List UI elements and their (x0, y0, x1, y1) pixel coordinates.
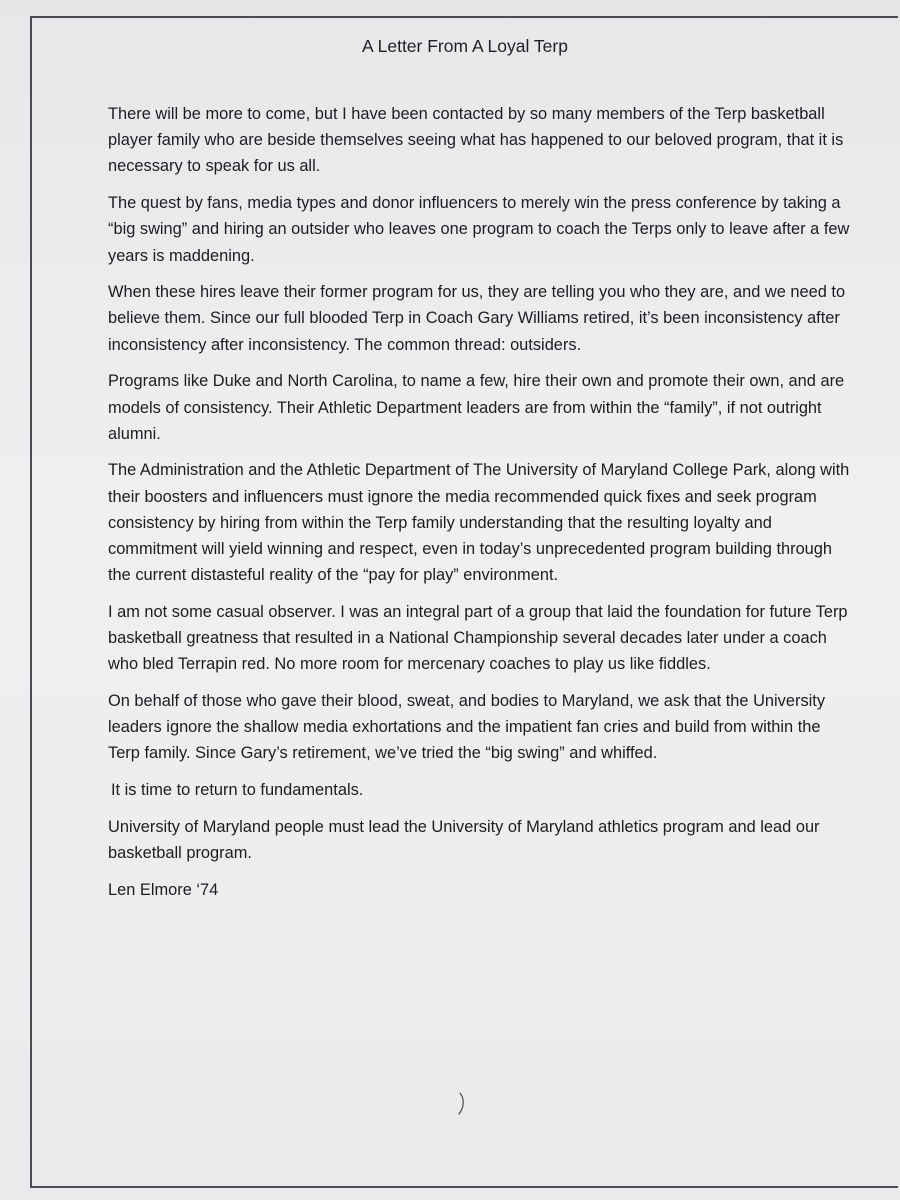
paragraph: It is time to return to fundamentals. (111, 781, 364, 800)
paragraph: When these hires leave their former program for us, they are telling you who they are, and we need to believe them. Since our full blooded Terp in Coach Gary Williams retired, it’s been inconsistency after inconsistency after inconsistency. The common thread: outsiders. (108, 283, 846, 354)
paragraph: I am not some casual observer. I was an integral part of a group that laid the foundation for future Terp basketball greatness that resulted in a National Championship several decades later under a coach who bled Terrapin red. No more room for mercenary coaches to play us like fiddles. (108, 602, 848, 674)
paragraph: There will be more to come, but I have been contacted by so many members of the Terp basketball player family who are beside themselves seeing what has happened to our beloved program, that it is necessary to speak for us all. (108, 105, 844, 176)
letter-title: A Letter From A Loyal Terp (362, 36, 568, 56)
paragraph: University of Maryland people must lead the University of Maryland athletics program and lead our basketball program. (108, 817, 820, 863)
paragraph: Programs like Duke and North Carolina, to name a few, hire their own and promote their own, and are models of consistency. Their Athletic Department leaders are from within the “family”, if not outright alumni. (108, 372, 845, 443)
paragraph: The quest by fans, media types and donor influencers to merely win the press conference by taking a “big swing” and hiring an outsider who leaves one program to coach the Terps only to leave after a few years is maddening. (108, 194, 850, 265)
paragraph: The Administration and the Athletic Department of The University of Maryland College Park, along with their boosters and influencers must ignore the media recommended quick fixes and seek program consistency by hiring from within the Terp family understanding that the resulting loyalty and commitment will yield winning and respect, even in today’s unprecedented program building through the current distasteful reality of the “pay for play” environment. (108, 461, 850, 585)
signature: Len Elmore ‘74 (108, 880, 219, 899)
paragraph: On behalf of those who gave their blood, sweat, and bodies to Maryland, we ask that the University leaders ignore the shallow media exhortations and the impatient fan cries and build from within the Terp family. Since Gary’s retirement, we’ve tried the “big swing” and whiffed. (108, 692, 826, 763)
letter-body (108, 101, 853, 913)
pen-mark (457, 1092, 467, 1116)
